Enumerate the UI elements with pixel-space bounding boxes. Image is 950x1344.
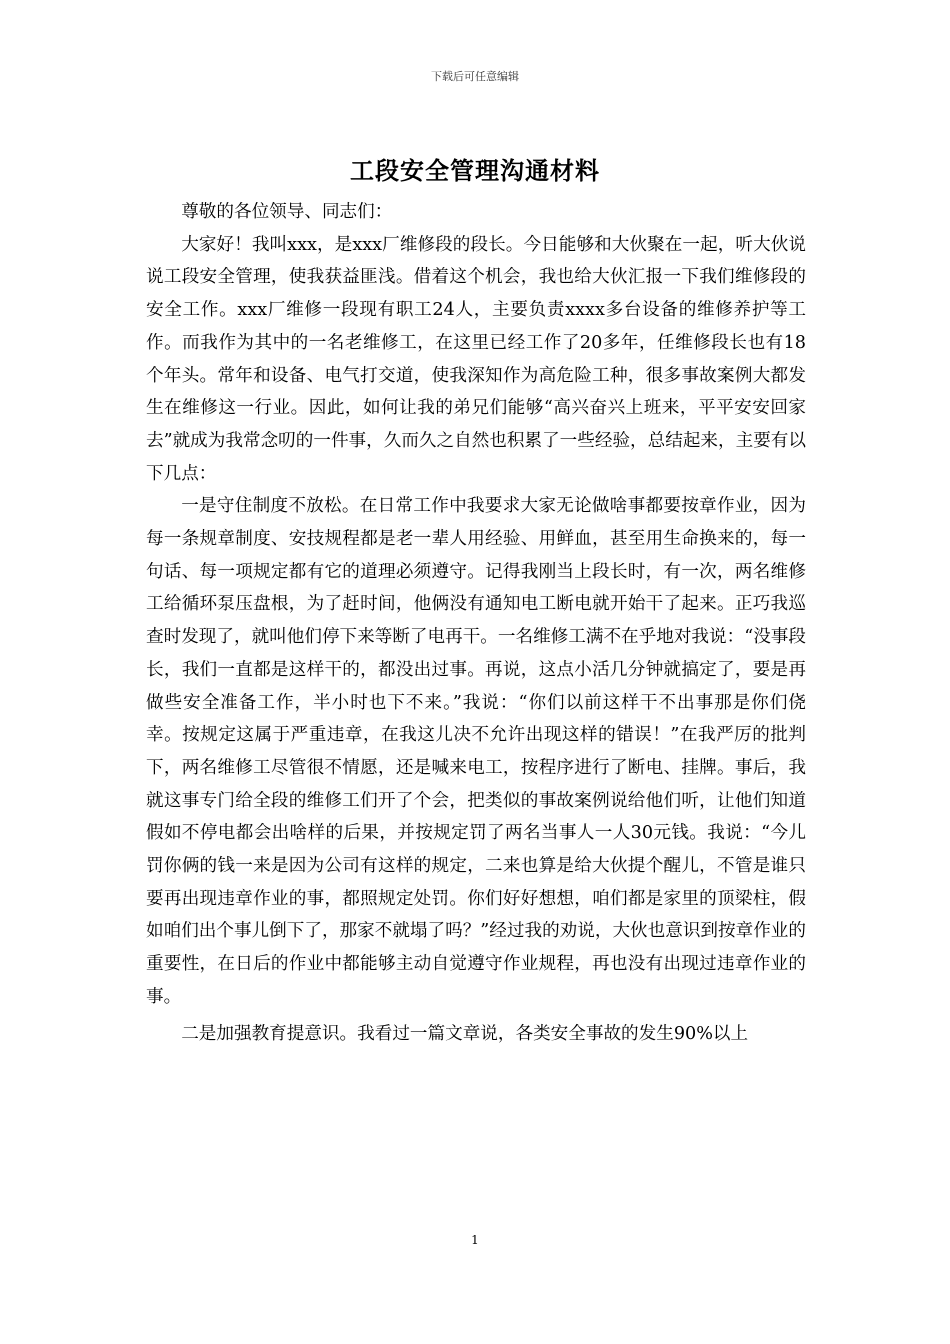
header-note: 下载后可任意编辑 — [431, 70, 519, 83]
document-title: 工段安全管理沟通材料 — [350, 156, 600, 185]
point-one-paragraph: 一是守住制度不放松。在日常工作中我要求大家无论做啥事都要按章作业，因为每一条规章制度、安技规程都是老一辈人用经验、用鲜血，甚至用生命换来的，每一句话、每一项规定都有它的道理必须遵守。记得我刚当上段长时，有一次，两名维修工给循环泵压盘根，为了赶时间，他俩没有通知电工断电就开始干了起来。正巧我巡查时发现了，就叫他们停下来等断了电再干。一名维修工满不在乎地对我说：“没事段长，我们一直都是这样干的，都没出过事。再说，这点小活几分钟就搞定了，要是再做些安全准备工作，半小时也下不来。”我说：“你们以前这样干不出事那是你们侥幸。按规定这属于严重违章，在我这儿决不允许出现这样的错误！”在我严厉的批判下，两名维修工尽管很不情愿，还是喊来电工，按程序进行了断电、挂牌。事后，我就这事专门给全段的维修工们开了个会，把类似的事故案例说给他们听，让他们知道假如不停电都会出啥样的后果，并按规定罚了两名当事人一人30元钱。我说：“今儿罚你俩的钱一来是因为公司有这样的规定，二来也算是给大伙提个醒儿，不管是谁只要再出现违章作业的事，都照规定处罚。你们好好想想，咱们都是家里的顶梁柱，假如咱们出个事儿倒下了，那家不就塌了吗？”经过我的劝说，大伙也意识到按章作业的重要性，在日后的作业中都能够主动自觉遵守作业规程，再也没有出现过违章作业的事。 — [146, 496, 806, 1007]
intro-paragraph: 大家好！我叫xxx，是xxx厂维修段的段长。今日能够和大伙聚在一起，听大伙说说工段安全管理，使我获益匪浅。借着这个机会，我也给大伙汇报一下我们维修段的安全工作。xxx厂维修一段现有职工24人，主要负责xxxx多台设备的维修养护等工作。而我作为其中的一名老维修工，在这里已经工作了20多年，任维修段长也有18个年头。常年和设备、电气打交道，使我深知作为高危险工种，很多事故案例大都发生在维修这一行业。因此，如何让我的弟兄们能够“高兴奋兴上班来，平平安安回家去”就成为我常念叨的一件事，久而久之自然也积累了一些经验，总结起来，主要有以下几点： — [146, 234, 806, 484]
point-two-paragraph: 二是加强教育提意识。我看过一篇文章说，各类安全事故的发生90%以上 — [181, 1023, 749, 1044]
salutation-paragraph: 尊敬的各位领导、同志们： — [181, 202, 393, 222]
page-number: 1 — [471, 1233, 479, 1247]
document-body — [146, 196, 806, 1050]
